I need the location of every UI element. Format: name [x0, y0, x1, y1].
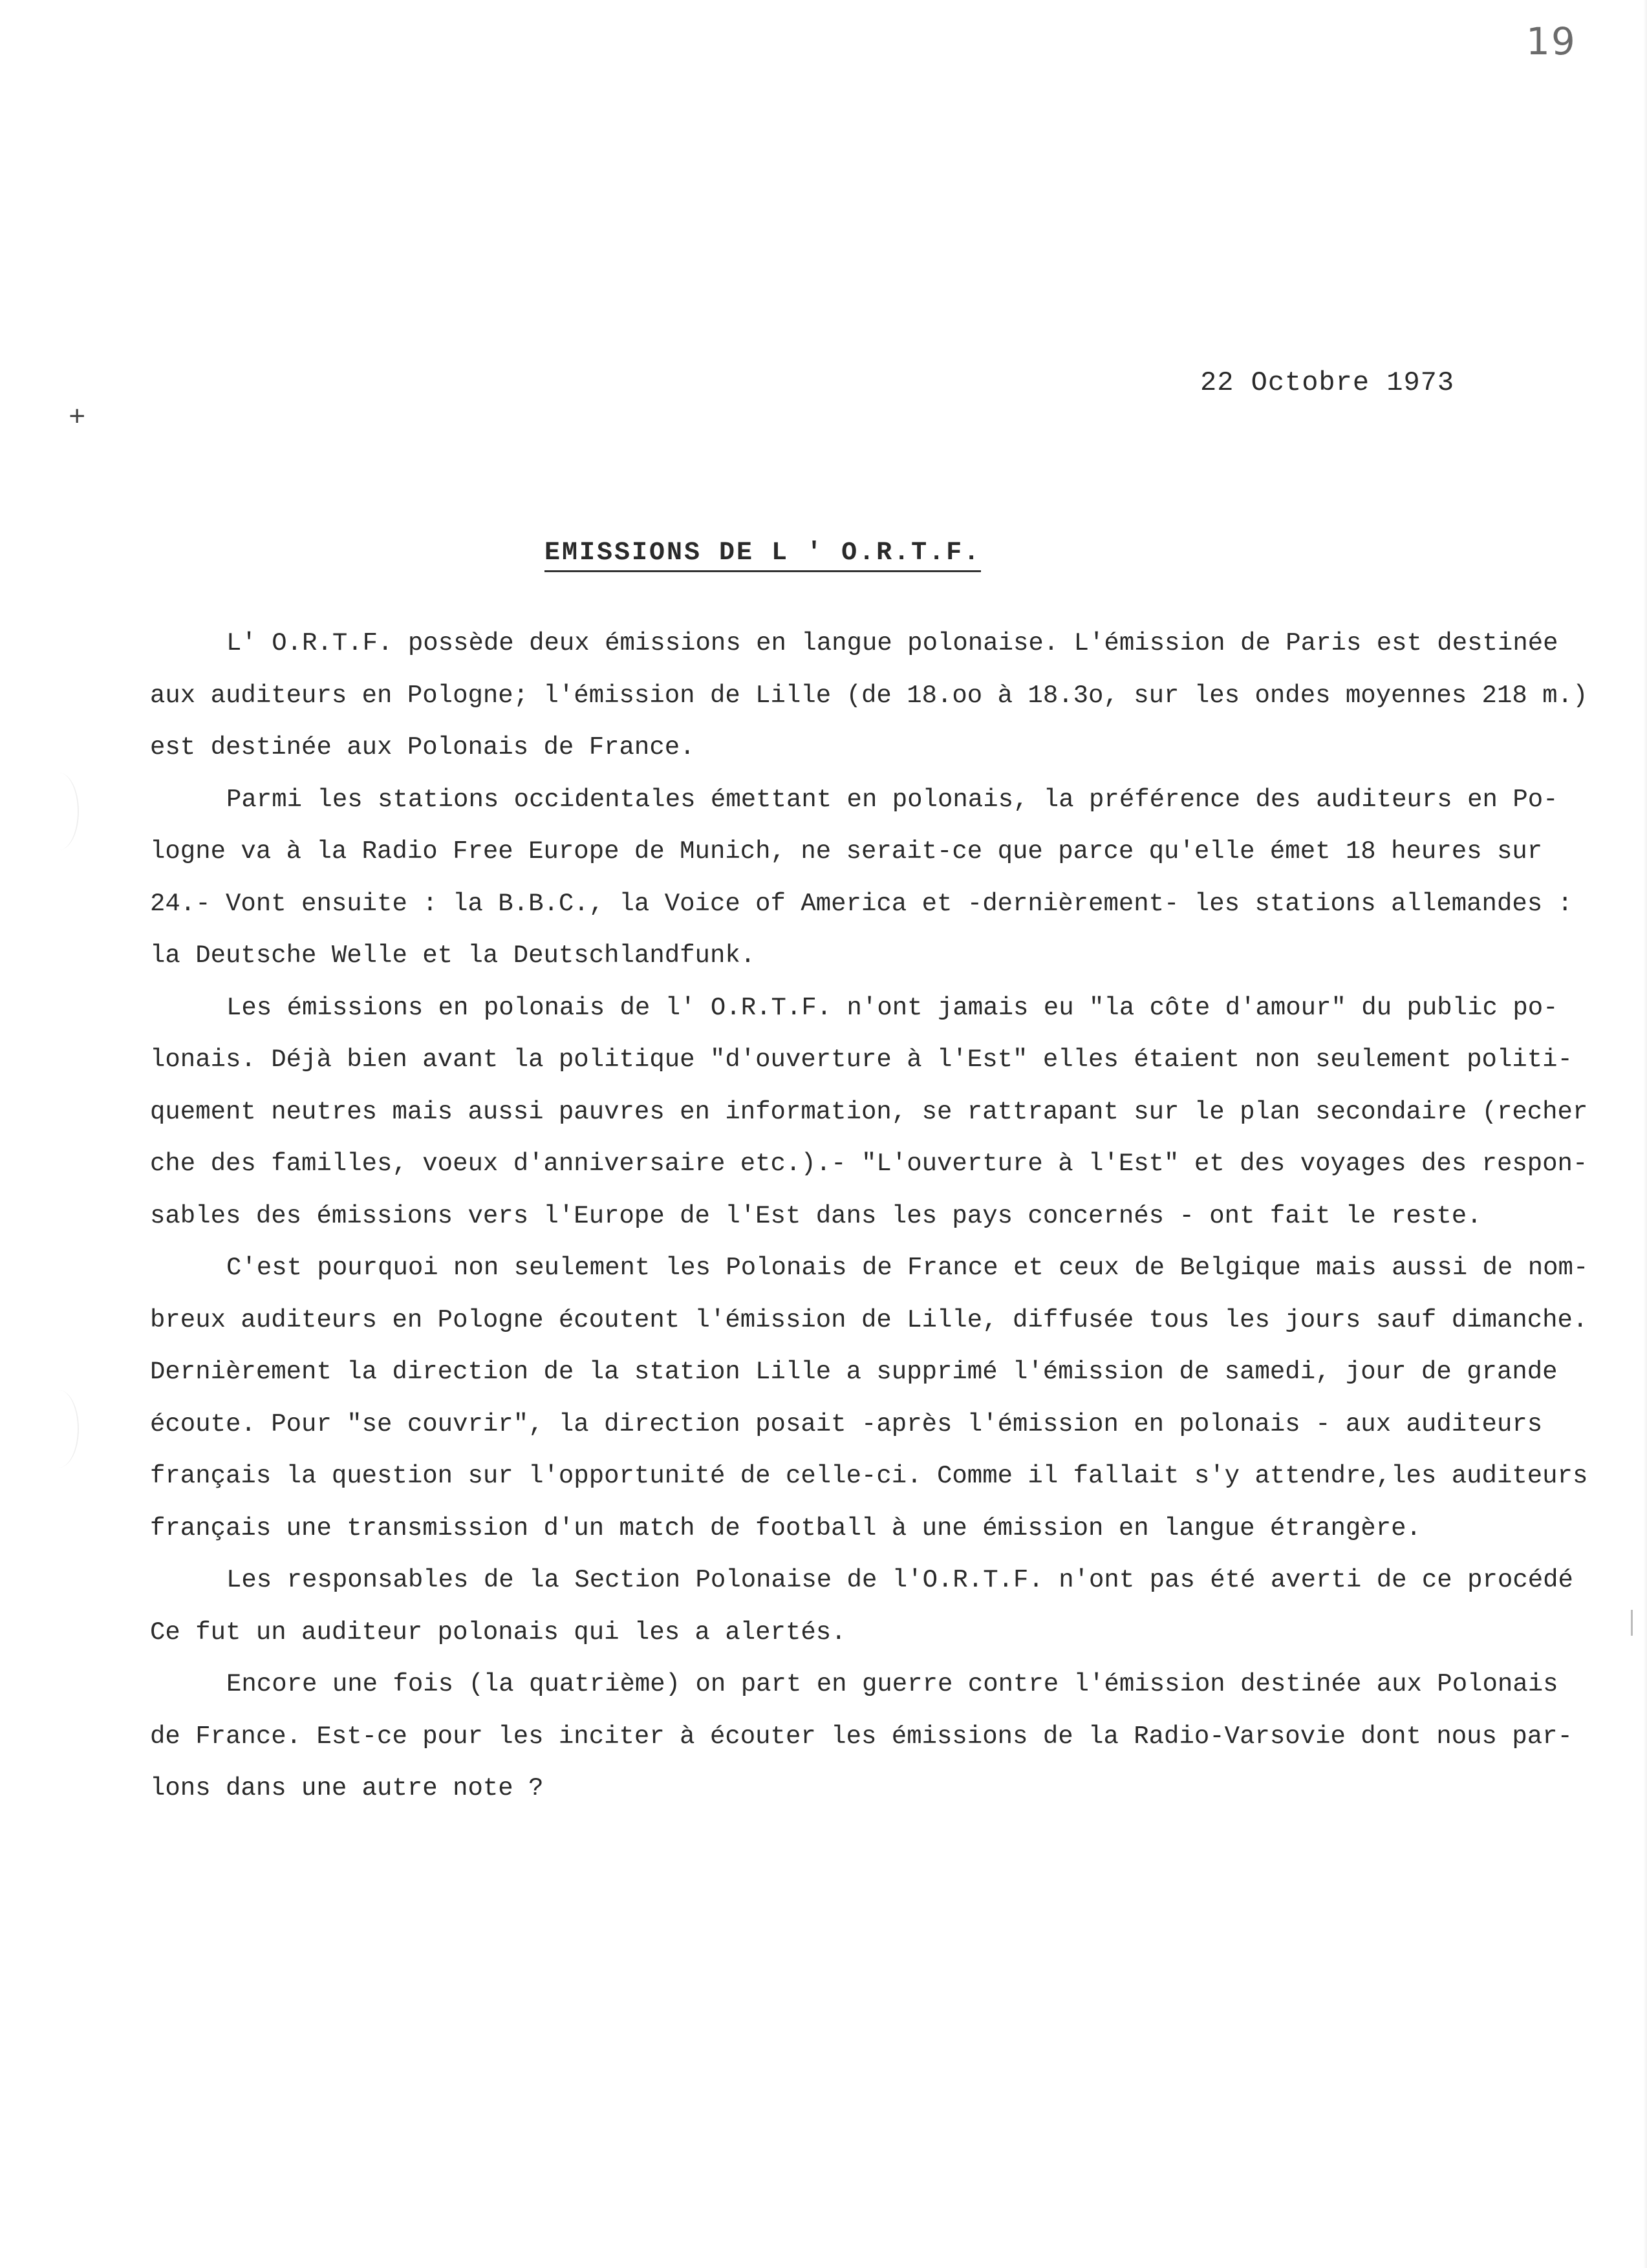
text-line: logne va à la Radio Free Europe de Munich, ne serait-ce que parce qu'elle émet 18 heures sur: [150, 837, 1543, 866]
document-title: EMISSIONS DE L ' O.R.T.F.: [544, 539, 981, 572]
text-line: Encore une fois (la quatrième) on part en guerre contre l'émission destinée aux Polonais: [226, 1670, 1558, 1698]
text-line: aux auditeurs en Pologne; l'émission de Lille (de 18.oo à 18.3o, sur les ondes moyennes 218 m.): [150, 681, 1588, 710]
text-line: Ce fut un auditeur polonais qui les a alertés.: [150, 1618, 846, 1647]
text-line: quement neutres mais aussi pauvres en information, se rattrapant sur le plan secondaire (recher: [150, 1097, 1588, 1126]
paragraph-3: [150, 982, 1599, 1243]
page-number: 19: [1526, 19, 1577, 63]
paragraph-1: [150, 617, 1599, 774]
text-line: écoute. Pour "se couvrir", la direction posait -après l'émission en polonais - aux auditeurs: [150, 1409, 1543, 1439]
punch-hole-top: [39, 773, 79, 850]
document-body: [150, 617, 1599, 1815]
paragraph-5: [150, 1554, 1599, 1658]
text-line: Les émissions en polonais de l' O.R.T.F. n'ont jamais eu "la côte d'amour" du public po-: [226, 993, 1558, 1022]
text-line: sables des émissions vers l'Europe de l'Est dans les pays concernés - ont fait le reste.: [150, 1201, 1482, 1230]
margin-plus-mark: +: [69, 402, 86, 434]
punch-hole-bottom: [39, 1390, 79, 1468]
edge-mark: [1631, 1610, 1633, 1636]
text-line: C'est pourquoi non seulement les Polonais de France et ceux de Belgique mais aussi de nom-: [226, 1254, 1589, 1282]
text-line: lons dans une autre note ?: [150, 1774, 544, 1803]
text-line: la Deutsche Welle et la Deutschlandfunk.: [150, 941, 756, 970]
text-line: L' O.R.T.F. possède deux émissions en langue polonaise. L'émission de Paris est destinée: [226, 629, 1558, 658]
page-edge-shadow: [1643, 0, 1647, 2268]
paragraph-2: [150, 774, 1599, 982]
text-line: Dernièrement la direction de la station Lille a supprimé l'émission de samedi, jour de grande: [150, 1358, 1558, 1386]
text-line: Parmi les stations occidentales émettant en polonais, la préférence des auditeurs en Po-: [226, 785, 1558, 814]
text-line: Les responsables de la Section Polonaise de l'O.R.T.F. n'ont pas été averti de ce procédé: [226, 1566, 1573, 1594]
text-line: 24.- Vont ensuite : la B.B.C., la Voice of America et -dernièrement- les stations allemandes :: [150, 889, 1573, 918]
document-date: 22 Octobre 1973: [1200, 367, 1455, 398]
text-line: français une transmission d'un match de football à une émission en langue étrangère.: [150, 1514, 1421, 1543]
text-line: lonais. Déjà bien avant la politique "d'ouverture à l'Est" elles étaient non seulement politi-: [150, 1045, 1573, 1074]
text-line: breux auditeurs en Pologne écoutent l'émission de Lille, diffusée tous les jours sauf dimanche.: [150, 1305, 1588, 1334]
text-line: de France. Est-ce pour les inciter à écouter les émissions de la Radio-Varsovie dont nous par-: [150, 1722, 1573, 1751]
text-line: che des familles, voeux d'anniversaire etc.).- "L'ouverture à l'Est" et des voyages des respon-: [150, 1150, 1588, 1178]
text-line: est destinée aux Polonais de France.: [150, 733, 695, 762]
text-line: français la question sur l'opportunité de celle-ci. Comme il fallait s'y attendre,les auditeurs: [150, 1462, 1588, 1490]
paragraph-6: [150, 1658, 1599, 1815]
paragraph-4: [150, 1242, 1599, 1554]
